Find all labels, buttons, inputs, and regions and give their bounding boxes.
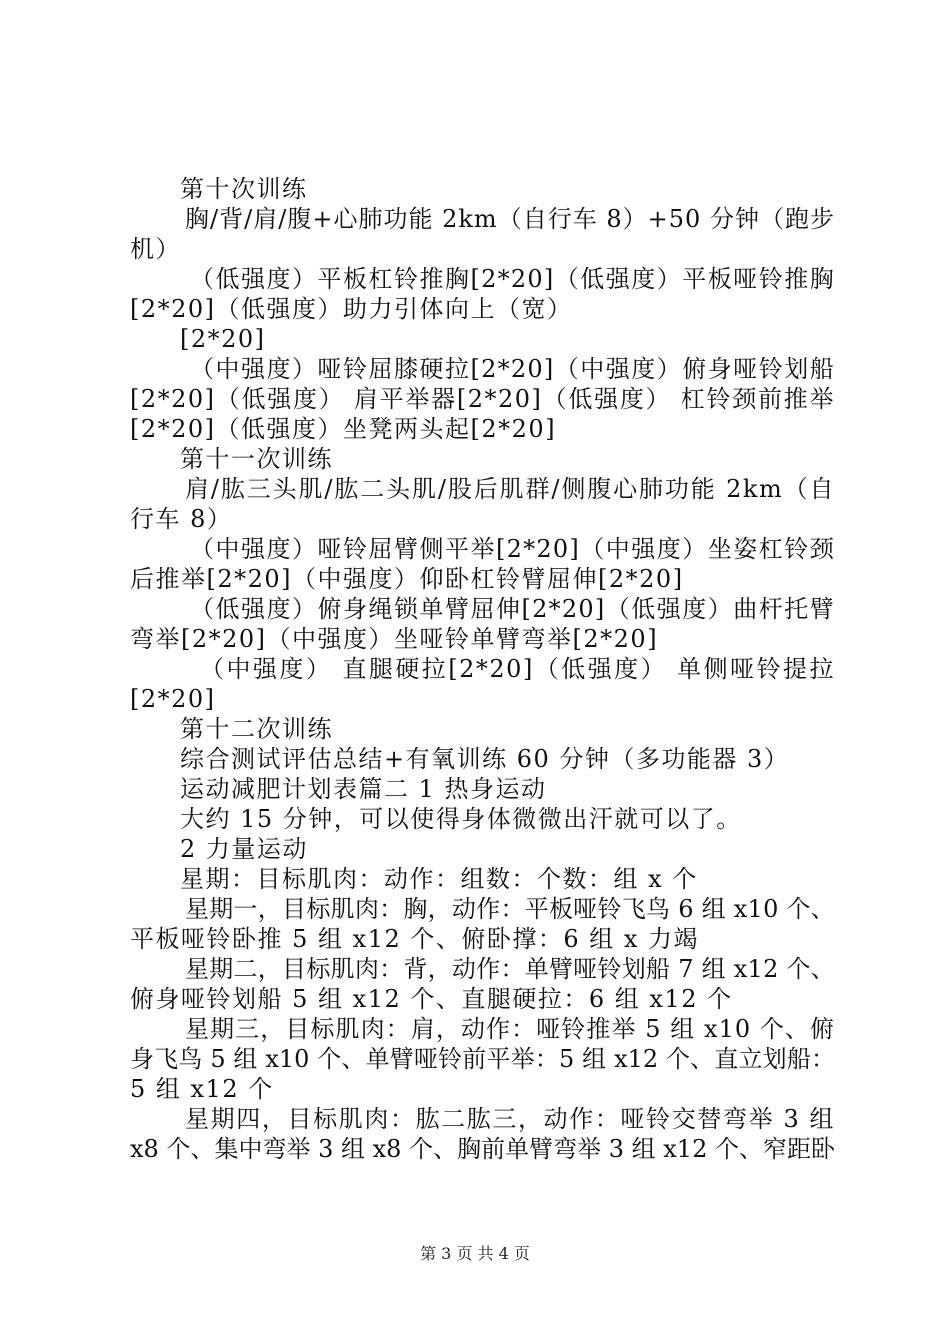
paragraph-line: 机） — [130, 235, 181, 263]
paragraph-line: （低强度）俯身绳锁单臂屈伸[2*20]（低强度）曲杆托臂 — [190, 595, 835, 623]
heading-session-11: 第十一次训练 — [180, 445, 333, 473]
section-subtitle: 2 力量运动 — [180, 835, 308, 863]
paragraph-line: 肩/肱三头肌/肱二头肌/股后肌群/侧腹心肺功能 2km（自 — [185, 475, 835, 503]
paragraph-line: 综合测试评估总结+有氧训练 60 分钟（多功能器 3） — [180, 745, 790, 773]
paragraph-line: [2*20]（低强度） 肩平举器[2*20]（低强度） 杠铃颈前推举 — [130, 385, 835, 413]
paragraph-line: 身飞鸟 5 组 x10 个、单臂哑铃前平举：5 组 x12 个、直立划船： — [130, 1045, 835, 1073]
paragraph-line: 胸/背/肩/腹+心肺功能 2km（自行车 8）+50 分钟（跑步 — [185, 205, 835, 233]
paragraph-line: （中强度）哑铃屈臂侧平举[2*20]（中强度）坐姿杠铃颈 — [190, 535, 835, 563]
paragraph-line: 后推举[2*20]（中强度）仰卧杠铃臂屈伸[2*20] — [130, 565, 684, 593]
section-title: 运动减肥计划表篇二 1 热身运动 — [180, 775, 547, 803]
paragraph-line: [2*20] — [180, 325, 266, 353]
paragraph-line: （中强度） 直腿硬拉[2*20]（低强度） 单侧哑铃提拉 — [200, 655, 835, 683]
paragraph-line: 俯身哑铃划船 5 组 x12 个、直腿硬拉：6 组 x12 个 — [130, 985, 733, 1013]
paragraph-line: [2*20]（低强度）坐凳两头起[2*20] — [130, 415, 557, 443]
paragraph-line: （低强度）平板杠铃推胸[2*20]（低强度）平板哑铃推胸 — [190, 265, 835, 293]
paragraph-line: x8 个、集中弯举 3 组 x8 个、胸前单臂弯举 3 组 x12 个、窄距卧 — [130, 1135, 835, 1163]
paragraph-line: 星期四，目标肌肉：肱二肱三，动作：哑铃交替弯举 3 组 — [185, 1105, 835, 1133]
paragraph-line: （中强度）哑铃屈膝硬拉[2*20]（中强度）俯身哑铃划船 — [190, 355, 835, 383]
paragraph-line: 行车 8） — [130, 505, 233, 533]
paragraph-line: [2*20]（低强度）助力引体向上（宽） — [130, 295, 573, 323]
heading-session-12: 第十二次训练 — [180, 715, 333, 743]
paragraph-line: 星期一，目标肌肉：胸，动作：平板哑铃飞鸟 6 组 x10 个、 — [185, 895, 835, 923]
paragraph-line: 星期：目标肌肉：动作：组数：个数：组 x 个 — [180, 865, 698, 893]
page-number-footer: 第 3 页 共 4 页 — [420, 1244, 530, 1263]
heading-session-10: 第十次训练 — [180, 175, 308, 203]
paragraph-line: 星期三，目标肌肉：肩，动作：哑铃推举 5 组 x10 个、俯 — [185, 1015, 835, 1043]
paragraph-line: 平板哑铃卧推 5 组 x12 个、俯卧撑：6 组 x 力竭 — [130, 925, 700, 953]
paragraph-line: 星期二，目标肌肉：背，动作：单臂哑铃划船 7 组 x12 个、 — [185, 955, 835, 983]
paragraph-line: 弯举[2*20]（中强度）坐哑铃单臂弯举[2*20] — [130, 625, 659, 653]
paragraph-line: [2*20] — [130, 685, 216, 713]
paragraph-line: 5 组 x12 个 — [130, 1075, 274, 1103]
document-body — [130, 174, 835, 1164]
paragraph-line: 大约 15 分钟，可以使得身体微微出汗就可以了。 — [180, 805, 742, 833]
